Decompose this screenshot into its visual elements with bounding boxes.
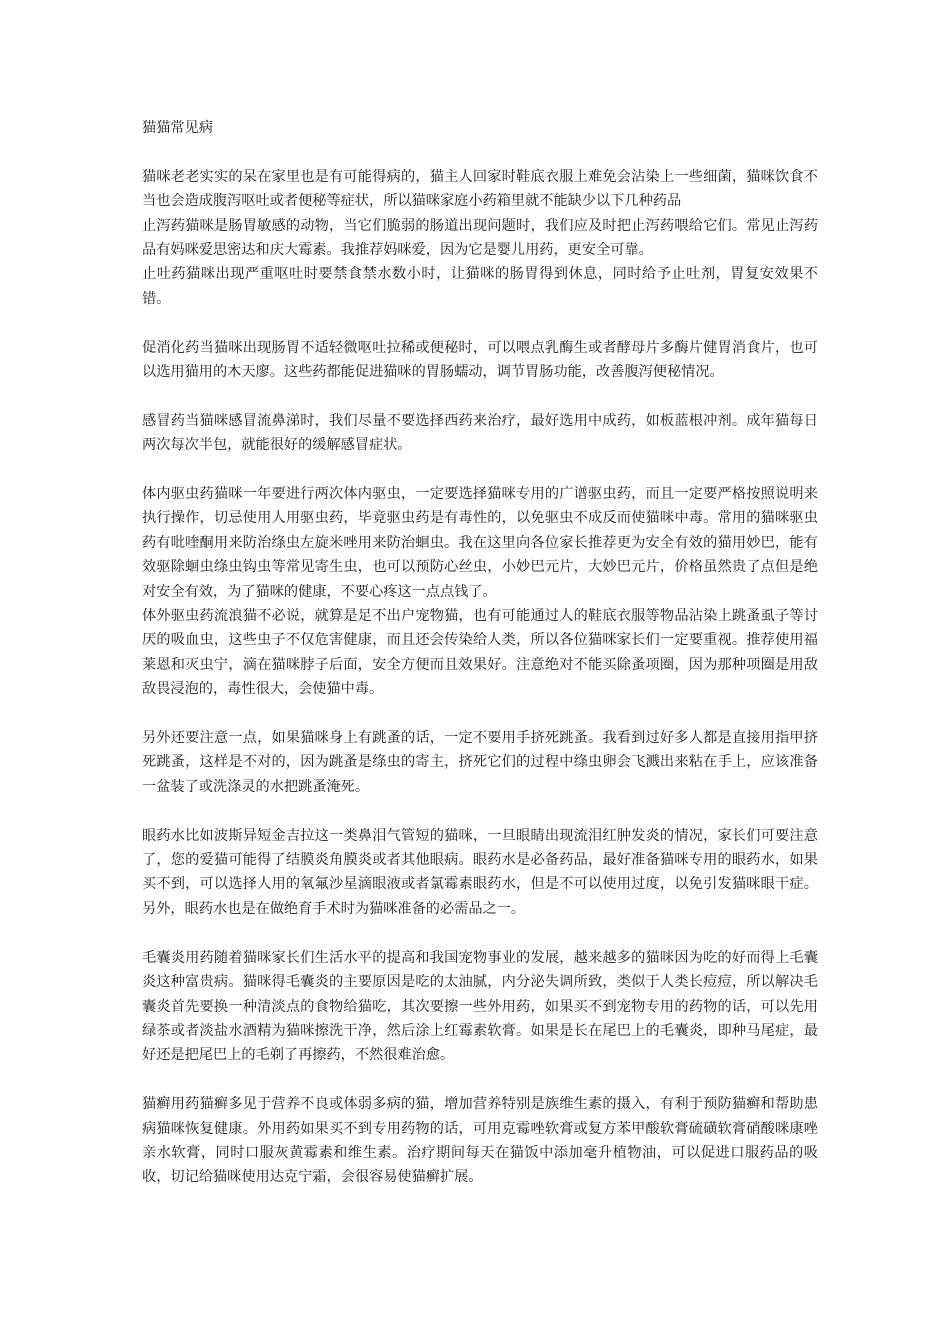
paragraph-eye-drops: 眼药水比如波斯异短金吉拉这一类鼻泪气管短的猫咪，一旦眼睛出现流泪红肿发炎的情况，家长们可要注意了，您的爱猫可能得了结膜炎角膜炎或者其他眼病。眼药水是必备药品，最好准备猫咪专用的眼药水，如果买不到，可以选择人用的氧氟沙星滴眼液或者氯霉素眼药水，但是不可以使用过度，以免引发猫咪眼干症。另外，眼药水也是在做绝育手术时为猫咪准备的必需品之一。	[142, 827, 818, 917]
spacer	[142, 921, 818, 945]
spacer	[142, 799, 818, 823]
paragraph-ringworm: 猫癣用药猫癣多见于营养不良或体弱多病的猫，增加营养特别是族维生素的摄入，有利于预防猫癣和帮助患病猫咪恢复健康。外用药如果买不到专用药物的话，可用克霉唑软膏或复方苯甲酸软膏硫磺软膏硝酸咪康唑亲水软膏，同时口服灰黄霉素和维生素。治疗期间每天在猫饭中添加毫升植物油，可以促进口服药品的吸收，切记给猫咪使用达克宁霜，会很容易使猫癣扩展。	[142, 1096, 818, 1186]
spacer	[142, 384, 818, 408]
paragraph-folliculitis: 毛囊炎用药随着猫咪家长们生活水平的提高和我国宠物事业的发展，越来越多的猫咪因为吃的好而得上毛囊炎这种富贵病。猫咪得毛囊炎的主要原因是吃的太油腻，内分泌失调所致，类似于人类长痘痘，所以解决毛囊炎首先要换一种清淡点的食物给猫吃，其次要擦一些外用药，如果买不到宠物专用的药物的话，可以先用绿茶或者淡盐水酒精为猫咪擦洗干净，然后涂上红霉素软膏。如果是长在尾巴上的毛囊炎，即种马尾症，最好还是把尾巴上的毛剃了再擦药，不然很难治愈。	[142, 949, 818, 1064]
paragraph-internal-deworming: 体内驱虫药猫咪一年要进行两次体内驱虫，一定要选择猫咪专用的广谱驱虫药，而且一定要严格按照说明来执行操作，切忌使用人用驱虫药，毕竟驱虫药是有毒性的，以免驱虫不成反而使猫咪中毒。常用的猫咪驱虫药有吡喹酮用来防治绦虫左旋米唑用来防治蛔虫。我在这里向各位家长推荐更为安全有效的猫用妙巴，能有效驱除蛔虫绦虫钩虫等常见寄生虫，也可以预防心丝虫，小妙巴元片，大妙巴元片，价格虽然贵了点但是绝对安全有效，为了猫咪的健康，不要心疼这一点点钱了。	[142, 486, 818, 600]
paragraph-cold-medicine: 感冒药当猫咪感冒流鼻涕时，我们尽量不要选择西药来治疗，最好选用中成药，如板蓝根冲剂。成年猫每日两次每次半包，就能很好的缓解感冒症状。	[142, 412, 818, 454]
spacer	[142, 1068, 818, 1092]
paragraph-antiemetic: 止吐药猫咪出现严重呕吐时要禁食禁水数小时，让猫咪的肠胃得到休息，同时给予止吐剂，胃复安效果不错。	[142, 266, 818, 307]
paragraph-digestive: 促消化药当猫咪出现肠胃不适轻微呕吐拉稀或便秘时，可以喂点乳酶生或者酵母片多酶片健胃消食片，也可以选用猫用的木天廖。这些药都能促进猫咪的胃肠蠕动，调节胃肠功能，改善腹泻便秘情况。	[142, 339, 818, 381]
spacer	[142, 311, 818, 335]
paragraph-external-deworming: 体外驱虫药流浪猫不必说，就算是足不出户宠物猫，也有可能通过人的鞋底衣服等物品沾染上跳蚤虱子等讨厌的吸血虫，这些虫子不仅危害健康，而且还会传染给人类，所以各位猫咪家长们一定要重视。推荐使用福莱恩和灭虫宁，滴在猫咪脖子后面，安全方便而且效果好。注意绝对不能买除蚤项圈，因为那种项圈是用敌敌畏浸泡的，毒性很大，会使猫中毒。	[142, 608, 818, 698]
document-title: 猫猫常见病	[142, 120, 213, 136]
paragraph-intro: 猫咪老老实实的呆在家里也是有可能得病的，猫主人回家时鞋底衣服上难免会沾染上一些细菌，猫咪饮食不当也会造成腹泻呕吐或者便秘等症状，所以猫咪家庭小药箱里就不能缺少以下几种药品	[142, 168, 818, 210]
spacer	[142, 458, 818, 482]
spacer	[142, 702, 818, 726]
paragraph-flea-warning: 另外还要注意一点，如果猫咪身上有跳蚤的话，一定不要用手挤死跳蚤。我看到过好多人都是直接用指甲挤死跳蚤，这样是不对的，因为跳蚤是绦虫的寄主，挤死它们的过程中绦虫卵会飞溅出来粘在手上，应该准备一盆装了或洗涤灵的水把跳蚤淹死。	[142, 730, 818, 795]
spacer	[142, 140, 818, 164]
paragraph-antidiarrheal: 止泻药猫咪是肠胃敏感的动物，当它们脆弱的肠道出现问题时，我们应及时把止泻药喂给它们。常见止泻药品有妈咪爱思密达和庆大霉素。我推荐妈咪爱，因为它是婴儿用药，更安全可靠。	[142, 217, 818, 258]
document-body	[142, 116, 818, 1190]
